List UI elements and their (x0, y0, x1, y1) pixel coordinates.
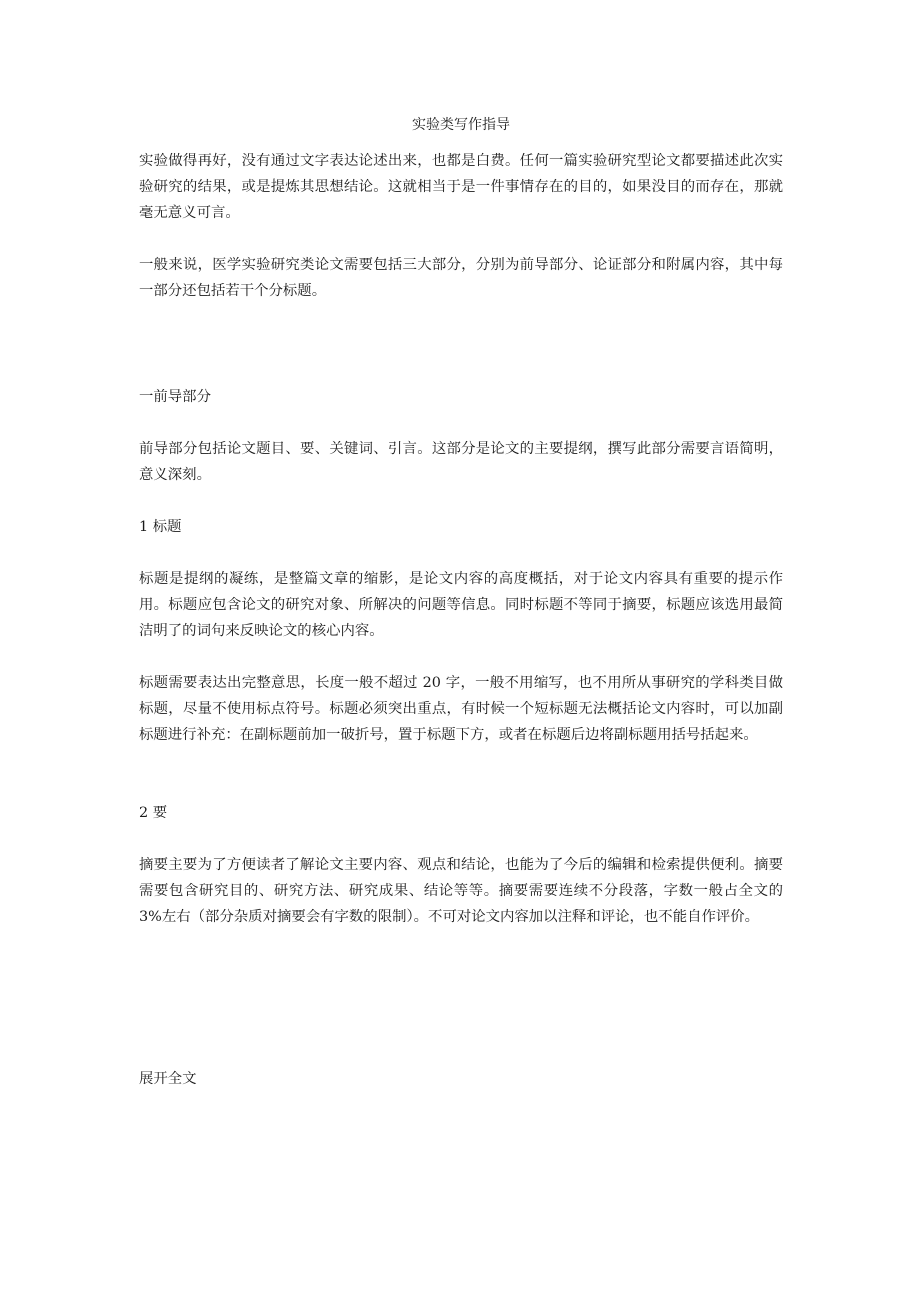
subsection-heading-abstract: 2 要 (139, 805, 168, 821)
title-paragraph-1: 标题是提纲的凝练，是整篇文章的缩影，是论文内容的高度概括，对于论文内容具有重要的提示作用。标题应包含论文的研究对象、所解决的问题等信息。同时标题不等同于摘要，标题应该选用最简洁明了的词句来反映论文的核心内容。 (139, 571, 783, 639)
abstract-paragraph: 摘要主要为了方便读者了解论文主要内容、观点和结论，也能为了今后的编辑和检索提供便利。摘要需要包含研究目的、研究方法、研究成果、结论等等。摘要需要连续不分段落，字数一般占全文的 3%左右（部分杂质对摘要会有字数的限制）。不可对论文内容加以注释和评论，也不能自作评价。 (139, 857, 783, 925)
section-heading-front: 一前导部分 (139, 389, 211, 405)
title-paragraph-2: 标题需要表达出完整意思，长度一般不超过 20 字，一般不用缩写，也不用所从事研究的学科类目做标题，尽量不使用标点符号。标题必须突出重点，有时候一个短标题无法概括论文内容时，可以加副标题进行补充：在副标题前加一破折号，置于标题下方，或者在标题后边将副标题用括号括起来。 (139, 675, 783, 743)
document-title: 实验类写作指导 (412, 117, 510, 133)
section-front-paragraph: 前导部分包括论文题目、要、关键词、引言。这部分是论文的主要提纲，撰写此部分需要言语简明，意义深刻。 (139, 441, 783, 483)
intro-paragraph-2: 一般来说，医学实验研究类论文需要包括三大部分，分别为前导部分、论证部分和附属内容，其中每一部分还包括若干个分标题。 (139, 257, 783, 299)
intro-paragraph-1: 实验做得再好，没有通过文字表达论述出来，也都是白费。任何一篇实验研究型论文都要描述此次实验研究的结果，或是提炼其思想结论。这就相当于是一件事情存在的目的，如果没目的而存在，那就毫无意义可言。 (139, 153, 783, 221)
subsection-heading-title: 1 标题 (139, 519, 182, 535)
expand-full-text-link[interactable]: 展开全文 (139, 1071, 197, 1087)
